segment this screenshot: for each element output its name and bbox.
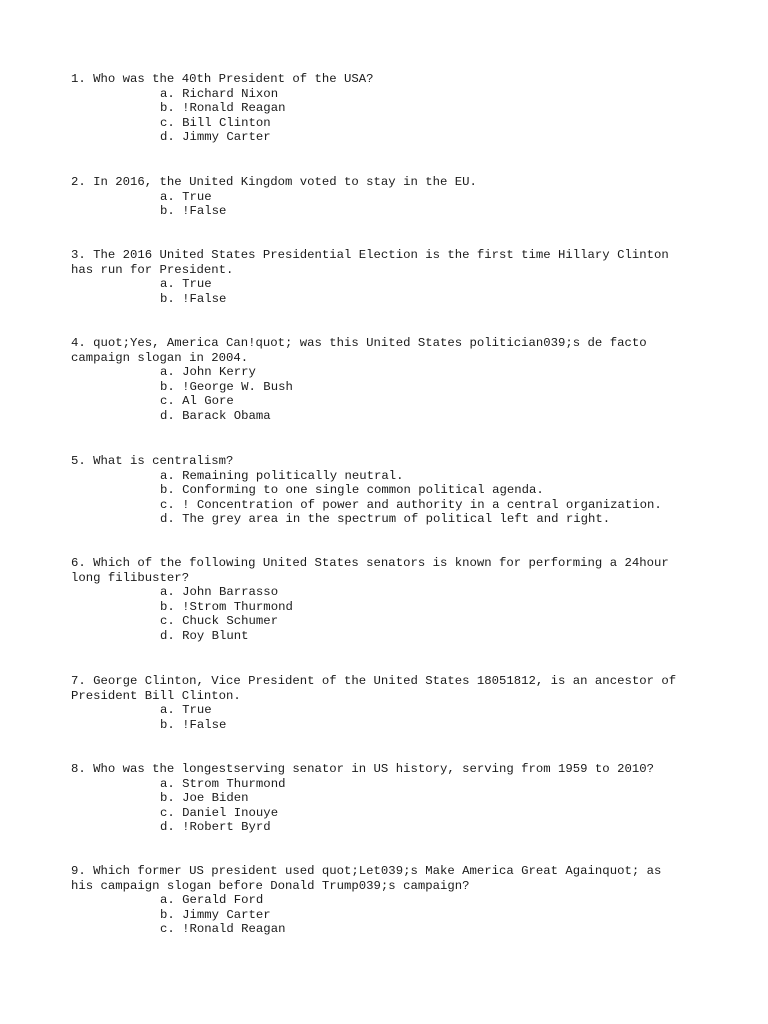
question-text: 8. Who was the longestserving senator in US history, serving from 1959 to 2010? <box>71 762 654 776</box>
answer-option: a. John Kerry <box>160 365 256 380</box>
question-text: 7. George Clinton, Vice President of the United States 18051812, is an ancestor of President Bill Clinton. <box>71 674 677 703</box>
answer-option: c. Bill Clinton <box>160 115 271 130</box>
answer-options <box>71 277 711 306</box>
question-9 <box>71 864 711 937</box>
answer-option: a. True <box>160 703 212 718</box>
answer-option: c. !Ronald Reagan <box>160 922 286 937</box>
answer-option: b. !False <box>160 717 227 732</box>
answer-option: d. Roy Blunt <box>160 628 249 643</box>
question-text: 9. Which former US president used quot;Let039;s Make America Great Againquot; as his campaign slogan before Donald Trump039;s campaign? <box>71 864 662 893</box>
question-5 <box>71 454 711 527</box>
answer-option: c. ! Concentration of power and authority in a central organization. <box>160 497 662 512</box>
answer-option: c. Al Gore <box>160 394 234 409</box>
answer-options <box>71 777 711 835</box>
answer-options <box>71 190 711 219</box>
answer-options <box>71 87 711 145</box>
answer-option: b. !Ronald Reagan <box>160 101 286 116</box>
answer-option: a. Richard Nixon <box>160 86 279 101</box>
answer-option: a. Strom Thurmond <box>160 776 286 791</box>
answer-option: b. !Strom Thurmond <box>160 599 293 614</box>
answer-options <box>71 365 711 423</box>
question-text: 4. quot;Yes, America Can!quot; was this United States politician039;s de facto campaign slogan in 2004. <box>71 336 647 365</box>
answer-option: c. Daniel Inouye <box>160 805 279 820</box>
answer-option: a. True <box>160 189 212 204</box>
answer-option: a. Remaining politically neutral. <box>160 468 404 483</box>
question-text: 5. What is centralism? <box>71 454 234 468</box>
question-3 <box>71 248 711 306</box>
question-text: 2. In 2016, the United Kingdom voted to stay in the EU. <box>71 175 477 189</box>
answer-option: a. John Barrasso <box>160 585 279 600</box>
question-8 <box>71 762 711 835</box>
answer-option: d. Jimmy Carter <box>160 130 271 145</box>
answer-options <box>71 469 711 527</box>
answer-option: b. !False <box>160 291 227 306</box>
answer-option: d. The grey area in the spectrum of political left and right. <box>160 512 611 527</box>
question-text: 3. The 2016 United States Presidential Election is the first time Hillary Clinton has run for President. <box>71 248 669 277</box>
answer-options <box>71 703 711 732</box>
question-7 <box>71 674 711 732</box>
question-2 <box>71 175 711 219</box>
question-4 <box>71 336 711 424</box>
answer-option: b. Conforming to one single common political agenda. <box>160 483 544 498</box>
answer-option: b. Jimmy Carter <box>160 907 271 922</box>
question-6 <box>71 556 711 644</box>
question-text: 6. Which of the following United States senators is known for performing a 24hour long filibuster? <box>71 556 669 585</box>
answer-option: a. True <box>160 277 212 292</box>
answer-option: b. !False <box>160 204 227 219</box>
answer-option: b. Joe Biden <box>160 791 249 806</box>
answer-option: b. !George W. Bush <box>160 379 293 394</box>
answer-option: a. Gerald Ford <box>160 893 264 908</box>
answer-option: d. Barack Obama <box>160 408 271 423</box>
answer-option: d. !Robert Byrd <box>160 820 271 835</box>
answer-options <box>71 893 711 937</box>
question-text: 1. Who was the 40th President of the USA? <box>71 72 374 86</box>
answer-option: c. Chuck Schumer <box>160 614 279 629</box>
question-1 <box>71 72 711 145</box>
answer-options <box>71 585 711 643</box>
